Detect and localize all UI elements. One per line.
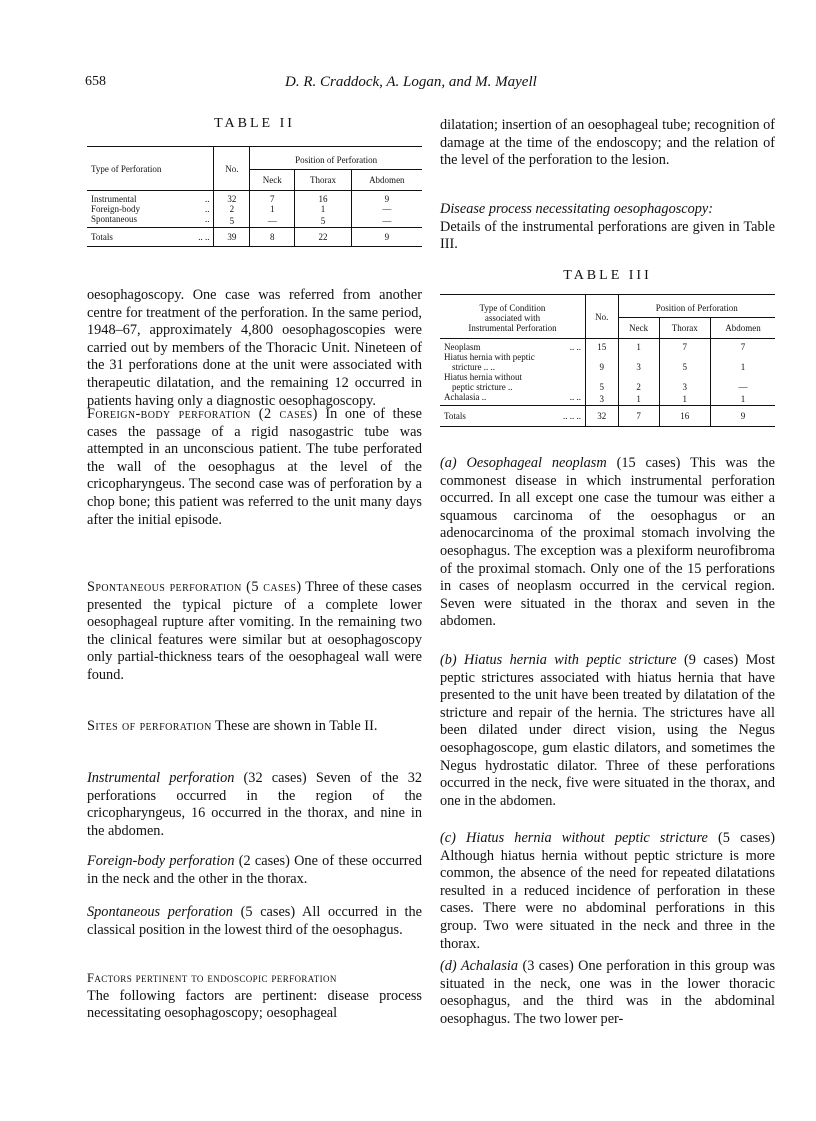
section-heading: Foreign-body perforation (2 cases): [87, 406, 318, 422]
section-d-achalasia: (d) Achalasia (3 cases) One perforation in this group was situated in the neck, one was in the lower thoracic oesophagus, and the third was in the abdominal oesophagus. The two lower per-: [440, 958, 776, 1027]
table-totals-row: Totals .. .. .. 32 7 16 9: [440, 406, 775, 427]
section-heading: Factors pertinent to endoscopic perforation: [87, 971, 337, 985]
table-totals-row: Totals .. .. 39 8 22 9: [87, 228, 422, 247]
table3-header-no: No.: [585, 295, 618, 339]
table-row: Neoplasm .. .. 15 1 7 7: [440, 339, 775, 353]
factors-section: Factors pertinent to endoscopic perforation The following factors are pertinent: disease process necessitating oesophagoscopy; oesophageal: [87, 971, 422, 1022]
running-head-authors: D. R. Craddock, A. Logan, and M. Mayell: [285, 74, 537, 90]
table3-header-thorax: Thorax: [659, 318, 710, 339]
spontaneous-perforation-section: Spontaneous perforation (5 cases) All occurred in the classical position in the lowest third of the oesophagus.: [87, 904, 422, 938]
table2-header-no: No.: [214, 147, 250, 191]
table-row: Foreign-body .. 2 1 1 —: [87, 204, 422, 214]
section-heading: Spontaneous perforation (5 cases): [87, 579, 302, 595]
left-paragraph-1: oesophagoscopy. One case was referred from another centre for treatment of the perforation. In the same period, 1948–67, approximately 4,800 oesophagoscopies were carried out by members of the Thoracic Unit. Nineteen of the 31 perforations done at the unit were associated with therapeutic dilatation, and the remaining 12 occurred in patients having only a diagnostic oesophagoscopy.: [87, 287, 422, 409]
section-heading: Sites of perforation: [87, 718, 212, 734]
table3-header-abdomen: Abdomen: [725, 323, 761, 333]
table-row: Spontaneous .. 5 — 5 —: [87, 214, 422, 228]
table2: [87, 146, 422, 247]
table3-title: TABLE III: [563, 268, 652, 283]
spontaneous-section: Spontaneous perforation (5 cases) Three of these cases presented the typical picture of a complete lower oesophageal rupture after vomiting. In the remaining two the clinical features were similar but at oesophagoscopy only partial-thickness tears of the oesophageal wall were found.: [87, 579, 422, 683]
page-header: [85, 74, 741, 98]
table-row: Achalasia .. .. .. 3 1 1 1: [440, 392, 775, 406]
table2-title: TABLE II: [214, 116, 295, 131]
instrumental-section: Instrumental perforation (32 cases) Seven of the 32 perforations occurred in the region of the cricopharyngeus, 16 occurred in the thorax, and nine in the abdomen.: [87, 770, 422, 839]
table-row: Instrumental .. 32 7 16 9: [87, 191, 422, 205]
page-number: 658: [85, 74, 106, 89]
foreign-body-section: Foreign-body perforation (2 cases) In one of these cases the passage of a rigid nasogastric tube was attempted in an unconscious patient. The tube perforated the wall of the oesophagus at the level of the cricopharyngeus. The second case was of perforation by a chop bone; this patient was referred to the unit many days after the initial episode.: [87, 406, 422, 528]
table3-header-type: Type of Condition associated with Instrumental Perforation: [440, 295, 585, 339]
right-paragraph-1: dilatation; insertion of an oesophageal tube; recognition of damage at the time of the endoscopy; and the relation of the level of the perforation to the lesion.: [440, 117, 775, 169]
foreign-body-perforation-section: Foreign-body perforation (2 cases) One of these occurred in the neck and the other in the thorax.: [87, 853, 422, 887]
sites-section: Sites of perforation These are shown in Table II.: [87, 718, 378, 734]
table-row: Hiatus hernia without peptic stricture .. 5 2 3 —: [440, 372, 775, 392]
section-b-hiatus-stricture: (b) Hiatus hernia with peptic stricture (9 cases) Most peptic strictures associated with hiatus hernia that have presented to the unit have been treated by dilatation of the stricture and repair of the hernia. The strictures have all been dilated under direct vision, using the Negus oesophagoscope, gum elastic dilators, and sometimes the Negus hydrostatic dilator. Three of these perforations occurred in the neck, five were situated in the thorax, and one in the abdomen.: [440, 652, 775, 809]
table2-header-position: Position of Perforation: [250, 147, 422, 170]
table2-header-neck: Neck: [250, 170, 295, 191]
table2-header-abdomen: Abdomen: [369, 175, 405, 185]
table2-header-thorax: Thorax: [295, 170, 351, 191]
table3-header-neck: Neck: [618, 318, 659, 339]
section-c-hiatus-no-stricture: (c) Hiatus hernia without peptic stricture (5 cases) Although hiatus hernia without peptic stricture is more common, the absence of the need for repeated dilatations resulted in a reduced incidence of perforation in these cases. There were no abdominal perforations in this group. Two were situated in the neck and three in the thorax.: [440, 830, 775, 952]
table3: [440, 294, 775, 427]
table3-header-position: Position of Perforation: [618, 295, 775, 318]
section-a-neoplasm: (a) Oesophageal neoplasm (15 cases) This was the commonest disease in which instrumental perforation occurred. In all except one case the tumour was either a squamous carcinoma of the oesophagus or an adenocarcinoma of the proximal stomach involving the oesophagus. The exception was a plexiform neurofibroma of the proximal stomach. Only one of the 15 perforations in cases of neoplasm occurred in the cervical region. Seven were situated in the thorax and seven in the abdomen.: [440, 455, 775, 630]
table-row: Hiatus hernia with peptic stricture .. .. 9 3 5 1: [440, 352, 775, 372]
disease-section: Disease process necessitating oesophagoscopy: Details of the instrumental perforations are given in Table III.: [440, 201, 775, 253]
table2-header-type: Type of Perforation: [87, 147, 214, 191]
